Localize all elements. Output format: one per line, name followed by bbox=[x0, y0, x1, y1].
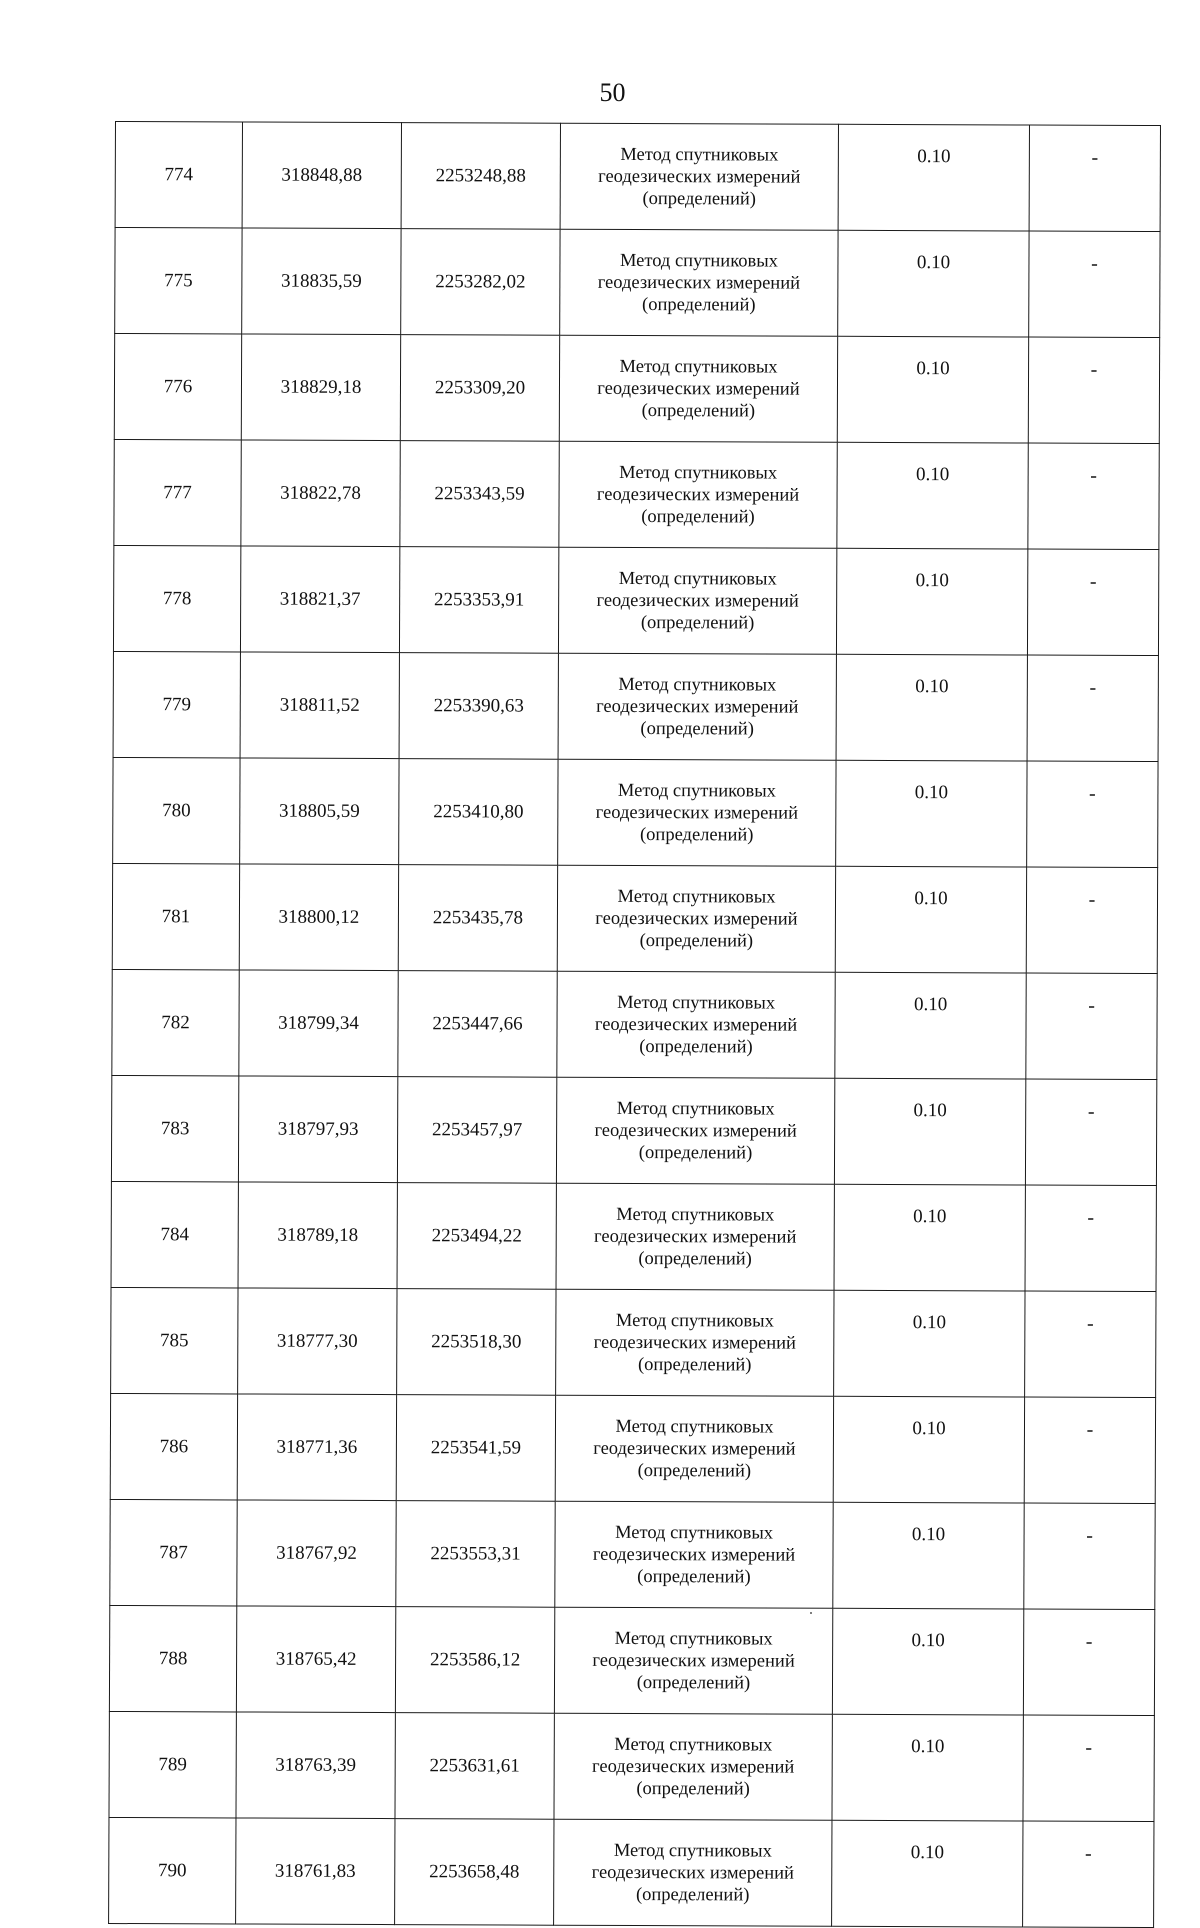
method-line: геодезических измерений bbox=[596, 484, 800, 506]
y-coordinate-cell: 2253309,20 bbox=[400, 335, 559, 442]
point-number-cell: 781 bbox=[112, 863, 239, 969]
accuracy-cell: 0.10 bbox=[838, 124, 1029, 231]
x-coordinate-cell: 318829,18 bbox=[241, 334, 400, 441]
point-number-cell: 777 bbox=[114, 439, 241, 545]
table-row bbox=[115, 122, 1160, 232]
method-cell bbox=[559, 441, 837, 548]
x-coordinate-cell: 318789,18 bbox=[238, 1182, 397, 1289]
method-line: геодезических измерений bbox=[594, 1226, 797, 1248]
point-number-cell: 785 bbox=[111, 1287, 238, 1393]
method-line: (определений) bbox=[642, 188, 756, 209]
table-row bbox=[113, 651, 1158, 761]
method-line: геодезических измерений bbox=[593, 1332, 797, 1354]
accuracy-cell: 0.10 bbox=[835, 866, 1026, 973]
method-line: Метод спутниковых bbox=[614, 1628, 773, 1650]
y-coordinate-cell: 2253457,97 bbox=[397, 1077, 556, 1184]
table-row bbox=[111, 1075, 1156, 1185]
method-line: (определений) bbox=[636, 1672, 751, 1693]
method-line: геодезических измерений bbox=[598, 166, 801, 188]
table-row bbox=[109, 1711, 1154, 1821]
method-line: геодезических измерений bbox=[595, 802, 799, 824]
note-cell: - bbox=[1029, 231, 1160, 338]
method-line: (определений) bbox=[637, 1460, 752, 1481]
note-cell: - bbox=[1025, 1079, 1156, 1186]
y-coordinate-cell: 2253435,78 bbox=[398, 865, 557, 972]
method-line: Метод спутниковых bbox=[617, 886, 776, 908]
method-cell bbox=[554, 1607, 832, 1714]
method-line: геодезических измерений bbox=[591, 1862, 794, 1884]
table-row bbox=[115, 228, 1160, 338]
table-row bbox=[112, 863, 1157, 973]
note-cell: - bbox=[1025, 1291, 1156, 1398]
accuracy-cell: 0.10 bbox=[832, 1820, 1023, 1927]
note-cell: - bbox=[1027, 655, 1158, 762]
method-line: (определений) bbox=[636, 1778, 750, 1799]
y-coordinate-cell: 2253447,66 bbox=[398, 971, 557, 1078]
note-cell: - bbox=[1029, 125, 1160, 232]
x-coordinate-cell: 318767,92 bbox=[237, 1500, 396, 1607]
table-row bbox=[114, 334, 1159, 444]
table-row bbox=[109, 1817, 1154, 1927]
method-line: Метод спутниковых bbox=[616, 1098, 775, 1120]
method-cell bbox=[555, 1395, 833, 1502]
table-row bbox=[111, 1181, 1156, 1291]
method-line: Метод спутниковых bbox=[618, 674, 777, 696]
y-coordinate-cell: 2253631,61 bbox=[395, 1713, 554, 1820]
method-line: (определений) bbox=[640, 612, 755, 633]
point-number-cell: 790 bbox=[109, 1817, 236, 1923]
y-coordinate-cell: 2253658,48 bbox=[395, 1819, 554, 1926]
method-line: (определений) bbox=[641, 400, 756, 421]
method-line: (определений) bbox=[637, 1566, 751, 1587]
method-line: геодезических измерений bbox=[595, 908, 798, 930]
note-cell: - bbox=[1027, 549, 1158, 656]
x-coordinate-cell: 318822,78 bbox=[241, 440, 400, 547]
note-cell: - bbox=[1023, 1821, 1154, 1928]
point-number-cell: 775 bbox=[115, 228, 242, 334]
method-line: геодезических измерений bbox=[597, 378, 800, 400]
method-cell bbox=[560, 123, 838, 230]
x-coordinate-cell: 318763,39 bbox=[236, 1712, 395, 1819]
table-row bbox=[113, 545, 1158, 655]
y-coordinate-cell: 2253494,22 bbox=[397, 1183, 556, 1290]
accuracy-cell: 0.10 bbox=[834, 1078, 1025, 1185]
note-cell: - bbox=[1028, 443, 1159, 550]
method-line: (определений) bbox=[639, 1036, 753, 1057]
method-line: геодезических измерений bbox=[593, 1438, 796, 1460]
accuracy-cell: 0.10 bbox=[837, 442, 1028, 549]
y-coordinate-cell: 2253343,59 bbox=[400, 441, 559, 548]
method-line: геодезических измерений bbox=[594, 1014, 798, 1036]
point-number-cell: 778 bbox=[113, 545, 240, 651]
point-number-cell: 786 bbox=[110, 1393, 237, 1499]
method-cell bbox=[557, 971, 835, 1078]
point-number-cell: 787 bbox=[110, 1499, 237, 1605]
accuracy-cell: 0.10 bbox=[834, 1184, 1025, 1291]
x-coordinate-cell: 318797,93 bbox=[238, 1076, 397, 1183]
table-row bbox=[114, 439, 1159, 549]
method-line: Метод спутниковых bbox=[615, 1522, 774, 1544]
method-line: Метод спутниковых bbox=[619, 356, 778, 378]
x-coordinate-cell: 318799,34 bbox=[239, 970, 398, 1077]
method-cell bbox=[556, 1183, 834, 1290]
y-coordinate-cell: 2253553,31 bbox=[396, 1501, 555, 1608]
note-cell: - bbox=[1026, 867, 1157, 974]
method-line: Метод спутниковых bbox=[618, 568, 777, 590]
method-line: геодезических измерений bbox=[596, 696, 799, 718]
table-row bbox=[112, 969, 1157, 1079]
method-cell bbox=[557, 865, 835, 972]
x-coordinate-cell: 318805,59 bbox=[240, 758, 399, 865]
accuracy-cell: 0.10 bbox=[836, 654, 1027, 761]
method-line: Метод спутниковых bbox=[613, 1840, 772, 1862]
point-number-cell: 776 bbox=[114, 334, 241, 440]
method-line: геодезических измерений bbox=[596, 590, 799, 612]
x-coordinate-cell: 318771,36 bbox=[237, 1394, 396, 1501]
accuracy-cell: 0.10 bbox=[836, 760, 1027, 867]
table-row bbox=[113, 757, 1158, 867]
method-line: Метод спутниковых bbox=[615, 1416, 774, 1438]
method-cell bbox=[554, 1713, 832, 1820]
y-coordinate-cell: 2253410,80 bbox=[399, 759, 558, 866]
method-line: Метод спутниковых bbox=[619, 250, 778, 272]
accuracy-cell: 0.10 bbox=[833, 1502, 1024, 1609]
method-line: (определений) bbox=[638, 1248, 752, 1269]
x-coordinate-cell: 318800,12 bbox=[239, 864, 398, 971]
method-line: Метод спутниковых bbox=[619, 462, 778, 484]
y-coordinate-cell: 2253353,91 bbox=[399, 547, 558, 654]
accuracy-cell: 0.10 bbox=[838, 230, 1029, 337]
note-cell: - bbox=[1024, 1503, 1155, 1610]
accuracy-cell: 0.10 bbox=[837, 336, 1028, 443]
y-coordinate-cell: 2253586,12 bbox=[395, 1607, 554, 1714]
method-cell bbox=[558, 547, 836, 654]
method-line: (определений) bbox=[640, 718, 754, 739]
method-line: (определений) bbox=[642, 294, 756, 315]
note-cell: - bbox=[1025, 1185, 1156, 1292]
note-cell: - bbox=[1023, 1715, 1154, 1822]
y-coordinate-cell: 2253248,88 bbox=[401, 123, 560, 230]
method-line: Метод спутниковых bbox=[616, 1204, 775, 1226]
method-cell bbox=[558, 653, 836, 760]
method-line: геодезических измерений bbox=[597, 272, 801, 294]
method-cell bbox=[558, 759, 836, 866]
method-line: Метод спутниковых bbox=[620, 144, 779, 166]
x-coordinate-cell: 318765,42 bbox=[236, 1606, 395, 1713]
method-line: Метод спутниковых bbox=[614, 1734, 773, 1756]
table-row bbox=[109, 1605, 1154, 1715]
method-line: геодезических измерений bbox=[592, 1544, 796, 1566]
accuracy-cell: 0.10 bbox=[832, 1608, 1023, 1715]
method-line: (определений) bbox=[635, 1884, 750, 1905]
point-number-cell: 780 bbox=[113, 757, 240, 863]
method-cell bbox=[559, 335, 837, 442]
note-cell: - bbox=[1026, 973, 1157, 1080]
point-number-cell: 782 bbox=[112, 969, 239, 1075]
point-number-cell: 783 bbox=[111, 1075, 238, 1181]
method-line: (определений) bbox=[637, 1354, 752, 1375]
method-line: Метод спутниковых bbox=[617, 992, 776, 1014]
x-coordinate-cell: 318761,83 bbox=[236, 1818, 395, 1925]
point-number-cell: 774 bbox=[115, 122, 242, 228]
method-cell bbox=[556, 1289, 834, 1396]
method-cell bbox=[555, 1501, 833, 1608]
y-coordinate-cell: 2253541,59 bbox=[396, 1395, 555, 1502]
point-number-cell: 788 bbox=[109, 1605, 236, 1711]
method-line: (определений) bbox=[639, 824, 754, 845]
x-coordinate-cell: 318848,88 bbox=[242, 122, 401, 229]
method-cell bbox=[554, 1819, 832, 1926]
note-cell: - bbox=[1024, 1397, 1155, 1504]
accuracy-cell: 0.10 bbox=[832, 1714, 1023, 1821]
method-line: геодезических измерений bbox=[594, 1120, 797, 1142]
x-coordinate-cell: 318821,37 bbox=[240, 546, 399, 653]
accuracy-cell: 0.10 bbox=[834, 1290, 1025, 1397]
page-number: 50 bbox=[599, 78, 626, 107]
x-coordinate-cell: 318777,30 bbox=[238, 1288, 397, 1395]
method-line: геодезических измерений bbox=[591, 1756, 795, 1778]
table-row bbox=[110, 1499, 1155, 1609]
accuracy-cell: 0.10 bbox=[833, 1396, 1024, 1503]
coordinates-table bbox=[108, 121, 1161, 1928]
note-cell: - bbox=[1023, 1609, 1154, 1716]
y-coordinate-cell: 2253518,30 bbox=[397, 1289, 556, 1396]
table-body bbox=[109, 122, 1161, 1928]
method-line: (определений) bbox=[638, 1142, 753, 1163]
method-line: (определений) bbox=[641, 506, 755, 527]
y-coordinate-cell: 2253282,02 bbox=[401, 229, 560, 336]
point-number-cell: 789 bbox=[109, 1711, 236, 1817]
note-cell: - bbox=[1028, 337, 1159, 444]
table-row bbox=[110, 1393, 1155, 1503]
x-coordinate-cell: 318835,59 bbox=[242, 228, 401, 335]
x-coordinate-cell: 318811,52 bbox=[240, 652, 399, 759]
point-number-cell: 784 bbox=[111, 1181, 238, 1287]
method-line: Метод спутниковых bbox=[617, 780, 776, 802]
method-cell bbox=[560, 229, 838, 336]
note-cell: - bbox=[1027, 761, 1158, 868]
y-coordinate-cell: 2253390,63 bbox=[399, 653, 558, 760]
method-line: (определений) bbox=[639, 930, 754, 951]
point-number-cell: 779 bbox=[113, 651, 240, 757]
accuracy-cell: 0.10 bbox=[836, 548, 1027, 655]
accuracy-cell: 0.10 bbox=[835, 972, 1026, 1079]
scan-speck bbox=[810, 1612, 812, 1614]
method-cell bbox=[556, 1077, 834, 1184]
method-line: Метод спутниковых bbox=[615, 1310, 774, 1332]
table-row bbox=[111, 1287, 1156, 1397]
method-line: геодезических измерений bbox=[592, 1650, 795, 1672]
